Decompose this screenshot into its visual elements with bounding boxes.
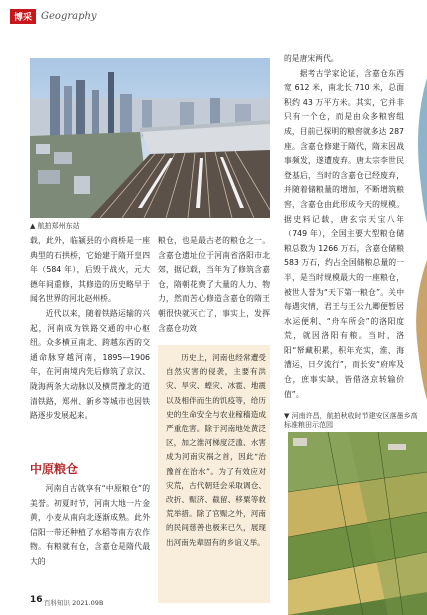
- column-3: [284, 52, 404, 402]
- col1-paragraph-2: 近代以来，随着铁路运输的兴起，河南成为铁路交通的中心枢纽。众多横亘南北、跨越东西的交通命脉穿越河南，1895—1906 年，在河南境内先后修筑了京汉、陇海两条大动脉以及横贯豫北的道清铁路，郑州、新乡等城市也因铁路逐步发展起来。: [30, 308, 150, 421]
- column-1-lower: [30, 482, 150, 570]
- photo2-caption: ▼ 河南许昌，航拍秋收时节建安区落墨乡高标准粮田示范园: [284, 412, 418, 429]
- page-number: 16: [30, 595, 43, 605]
- column-2: [158, 234, 270, 336]
- station-aerial-image: [30, 58, 270, 218]
- disaster-sidebar-text: [166, 351, 266, 550]
- publication-info: 百科知识 2021.09B: [44, 599, 104, 607]
- edge-photo-strip-top: [413, 58, 427, 228]
- farmland-aerial-image: [288, 432, 427, 615]
- col1b-paragraph-1: 河南自古就享有“中原粮仓”的美誉。初夏时节，河南大地一片金黄，小麦从南向北逐渐成熟。此外信阳一带还种植了水稻等南方农作物。有粮就有仓，含嘉仓是隋代最大的: [30, 484, 150, 566]
- sidebar-paragraph: 历史上，河南也经常遭受自然灾害的侵袭，主要有洪灾、旱灾、蝗灾、冰雹、地震以及相伴而生的饥疫等，给历史的生命安全与农业稼穑造成严重危害。除于河南地处黄泛区，加之淮河梯度泛滥、水害成为河南灾祸之首，因此“治豫首在治水”。为了有效应对灾荒，古代朝廷会采取调仓、改折、赈济、截留、移粟等救荒举措。除了官赈之外，河南的民间慈善也极来已久，展现出河南先辈固有的乡谊义举。: [166, 353, 266, 547]
- col2-paragraph-1: 粮仓，也是最古老的粮仓之一。含嘉仓遗址位于河南省洛阳市北郊，据记载，当年为了修筑含嘉仓，隋朝花费了大量的人力、物力，然而苦心修造含嘉仓的隋王朝很快就灭亡了，事实上，发挥含嘉仓功效: [158, 236, 270, 333]
- col1-paragraph-1: 载，此外，临颍县的小商桥是一座典型的石拱桥，它始建于隋开皇四年（584 年），后毁于战火，元大德年间重修，其修造的历史略早于闻名世界的河北赵州桥。: [30, 236, 150, 304]
- farmland-aerial-photo: [288, 432, 427, 615]
- zhengzhou-station-photo: [30, 58, 270, 218]
- photo1-caption: ▲ 航拍郑州东站: [30, 222, 80, 230]
- section-tag: 博采: [10, 9, 36, 24]
- section-title-granary: 中原粮仓: [30, 462, 79, 476]
- edge-photo-strip-middle: [413, 250, 427, 410]
- col3-paragraph-1: 据考古学家论证，含嘉仓东西宽 612 米，南北长 710 米，总面积约 43 万平方米。其实，它并非只有一个仓，而是由众多粮窖组成，目前已探明的粮窖就多达 287 座。含嘉仓修建于隋代，隋末因战事频发，遂遭废弃。唐太宗李世民登基后，当时的含嘉仓已经废弃，并随着储粮量的增加，不断增筑粮窖，含嘉仓由此形成今天的规模。据史料记载，唐玄宗天宝八年（749 年），全国主要大型粮仓储粮总数为 1266 万石，含嘉仓储粮 583 万石，约占全国储粮总量的一半，是当时规模最大的一座粮仓，被世人誉为“天下第一粮仓”。关中每遇灾情，君王与王公九卿便暂居水运便利、“舟车所会”的洛阳度荒，就因洛阳有粮。当时，洛阳“帑藏积累，积年充实，淮、海漕运，日夕流行”，而长安“府库及仓，庶事实缺，皆借洛京转输价值”。: [284, 68, 404, 399]
- section-tag-english: Geography: [41, 10, 97, 22]
- col3-paragraph-0: 的是唐宋两代。: [284, 54, 339, 63]
- column-1: [30, 234, 150, 424]
- section-header: [10, 9, 97, 23]
